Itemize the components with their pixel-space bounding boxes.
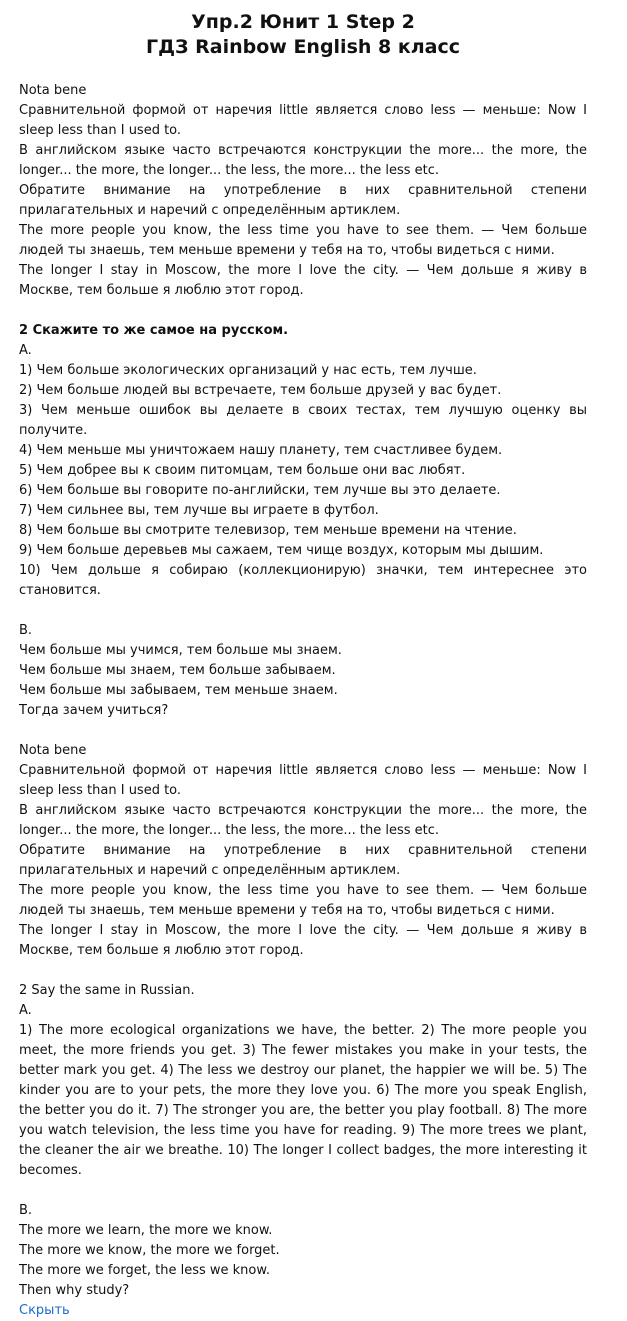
poem-line: Тогда зачем учиться? bbox=[19, 703, 169, 718]
poem-line: Then why study? bbox=[19, 1283, 130, 1298]
poem-line: The more we know, the more we forget. bbox=[19, 1243, 280, 1258]
poem-line: The more we learn, the more we know. bbox=[19, 1223, 273, 1238]
list-item: 2) Чем больше людей вы встречаете, тем больше друзей у вас будет. bbox=[19, 383, 502, 398]
page-title bbox=[19, 10, 587, 60]
section-a-label: A. bbox=[19, 343, 32, 358]
poem-line: Чем больше мы знаем, тем больше забываем. bbox=[19, 663, 336, 678]
list-item: 10) Чем дольше я собираю (коллекционирую) значки, тем интереснее это становится. bbox=[19, 563, 587, 598]
list-item: 8) Чем больше вы смотрите телевизор, тем меньше времени на чтение. bbox=[19, 523, 517, 538]
list-item: 9) Чем больше деревьев мы сажаем, тем чище воздух, которым мы дышим. bbox=[19, 543, 544, 558]
nota-bene-text: Обратите внимание на употребление в них сравнительной степени прилагательных и наречий с определённым артиклем. bbox=[19, 843, 587, 878]
nota-bene-text: Сравнительной формой от наречия little является слово less — меньше: Now I sleep less than I used to. bbox=[19, 103, 587, 138]
nota-bene-text: The more people you know, the less time you have to see them. — Чем больше людей ты знаешь, тем меньше времени у тебя на то, чтобы видеться с ними. bbox=[19, 883, 587, 918]
title-line-2: ГДЗ Rainbow English 8 класс bbox=[145, 36, 461, 58]
nota-bene-text: The more people you know, the less time you have to see them. — Чем больше людей ты знаешь, тем меньше времени у тебя на то, чтобы видеться с ними. bbox=[19, 223, 587, 258]
nota-bene-text: В английском языке часто встречаются конструкции the more... the more, the longer... the more, the longer... the less, the more... the less etc. bbox=[19, 143, 587, 178]
nota-bene-text: The longer I stay in Moscow, the more I love the city. — Чем дольше я живу в Москве, тем больше я люблю этот город. bbox=[19, 923, 587, 958]
title-line-1: Упр.2 Юнит 1 Step 2 bbox=[191, 11, 415, 33]
nota-bene-text: В английском языке часто встречаются конструкции the more... the more, the longer... the more, the longer... the less, the more... the less etc. bbox=[19, 803, 587, 838]
section-a-text: 1) The more ecological organizations we have, the better. 2) The more people you meet, the more friends you get. 3) The fewer mistakes you make in your tests, the better mark you get. 4) The less we destroy our planet, the happier we will be. 5) The kinder you are to your pets, the more they love you. 6) The more you speak English, the better you do it. 7) The stronger you are, the better you play football. 8) The more you watch television, the less time you have for reading. 9) The more trees we plant, the cleaner the air we breathe. 10) The longer I collect badges, the more interesting it becomes. bbox=[19, 1023, 587, 1178]
poem-line: The more we forget, the less we know. bbox=[19, 1263, 270, 1278]
hide-link[interactable]: Скрыть bbox=[19, 1303, 70, 1318]
poem-line: Чем больше мы учимся, тем больше мы знаем. bbox=[19, 643, 342, 658]
list-item: 7) Чем сильнее вы, тем лучше вы играете в футбол. bbox=[19, 503, 379, 518]
section-a-label: A. bbox=[19, 1003, 32, 1018]
section-b-label: B. bbox=[19, 623, 33, 638]
section-b-label: B. bbox=[19, 1203, 33, 1218]
nota-bene-heading: Nota bene bbox=[19, 83, 87, 98]
nota-bene-text: Обратите внимание на употребление в них сравнительной степени прилагательных и наречий с определённым артиклем. bbox=[19, 183, 587, 218]
list-item: 6) Чем больше вы говорите по-английски, тем лучше вы это делаете. bbox=[19, 483, 501, 498]
list-item: 1) Чем больше экологических организаций у нас есть, тем лучше. bbox=[19, 363, 477, 378]
nota-bene-heading: Nota bene bbox=[19, 743, 87, 758]
content bbox=[19, 81, 587, 1321]
nota-bene-text: Сравнительной формой от наречия little является слово less — меньше: Now I sleep less than I used to. bbox=[19, 763, 587, 798]
page bbox=[0, 10, 627, 1321]
list-item: 4) Чем меньше мы уничтожаем нашу планету, тем счастливее будем. bbox=[19, 443, 503, 458]
poem-line: Чем больше мы забываем, тем меньше знаем. bbox=[19, 683, 338, 698]
task-heading: 2 Скажите то же самое на русском. bbox=[19, 323, 289, 338]
list-item: 5) Чем добрее вы к своим питомцам, тем больше они вас любят. bbox=[19, 463, 466, 478]
nota-bene-text: The longer I stay in Moscow, the more I love the city. — Чем дольше я живу в Москве, тем больше я люблю этот город. bbox=[19, 263, 587, 298]
list-item: 3) Чем меньше ошибок вы делаете в своих тестах, тем лучшую оценку вы получите. bbox=[19, 403, 587, 438]
task-heading-en: 2 Say the same in Russian. bbox=[19, 983, 195, 998]
